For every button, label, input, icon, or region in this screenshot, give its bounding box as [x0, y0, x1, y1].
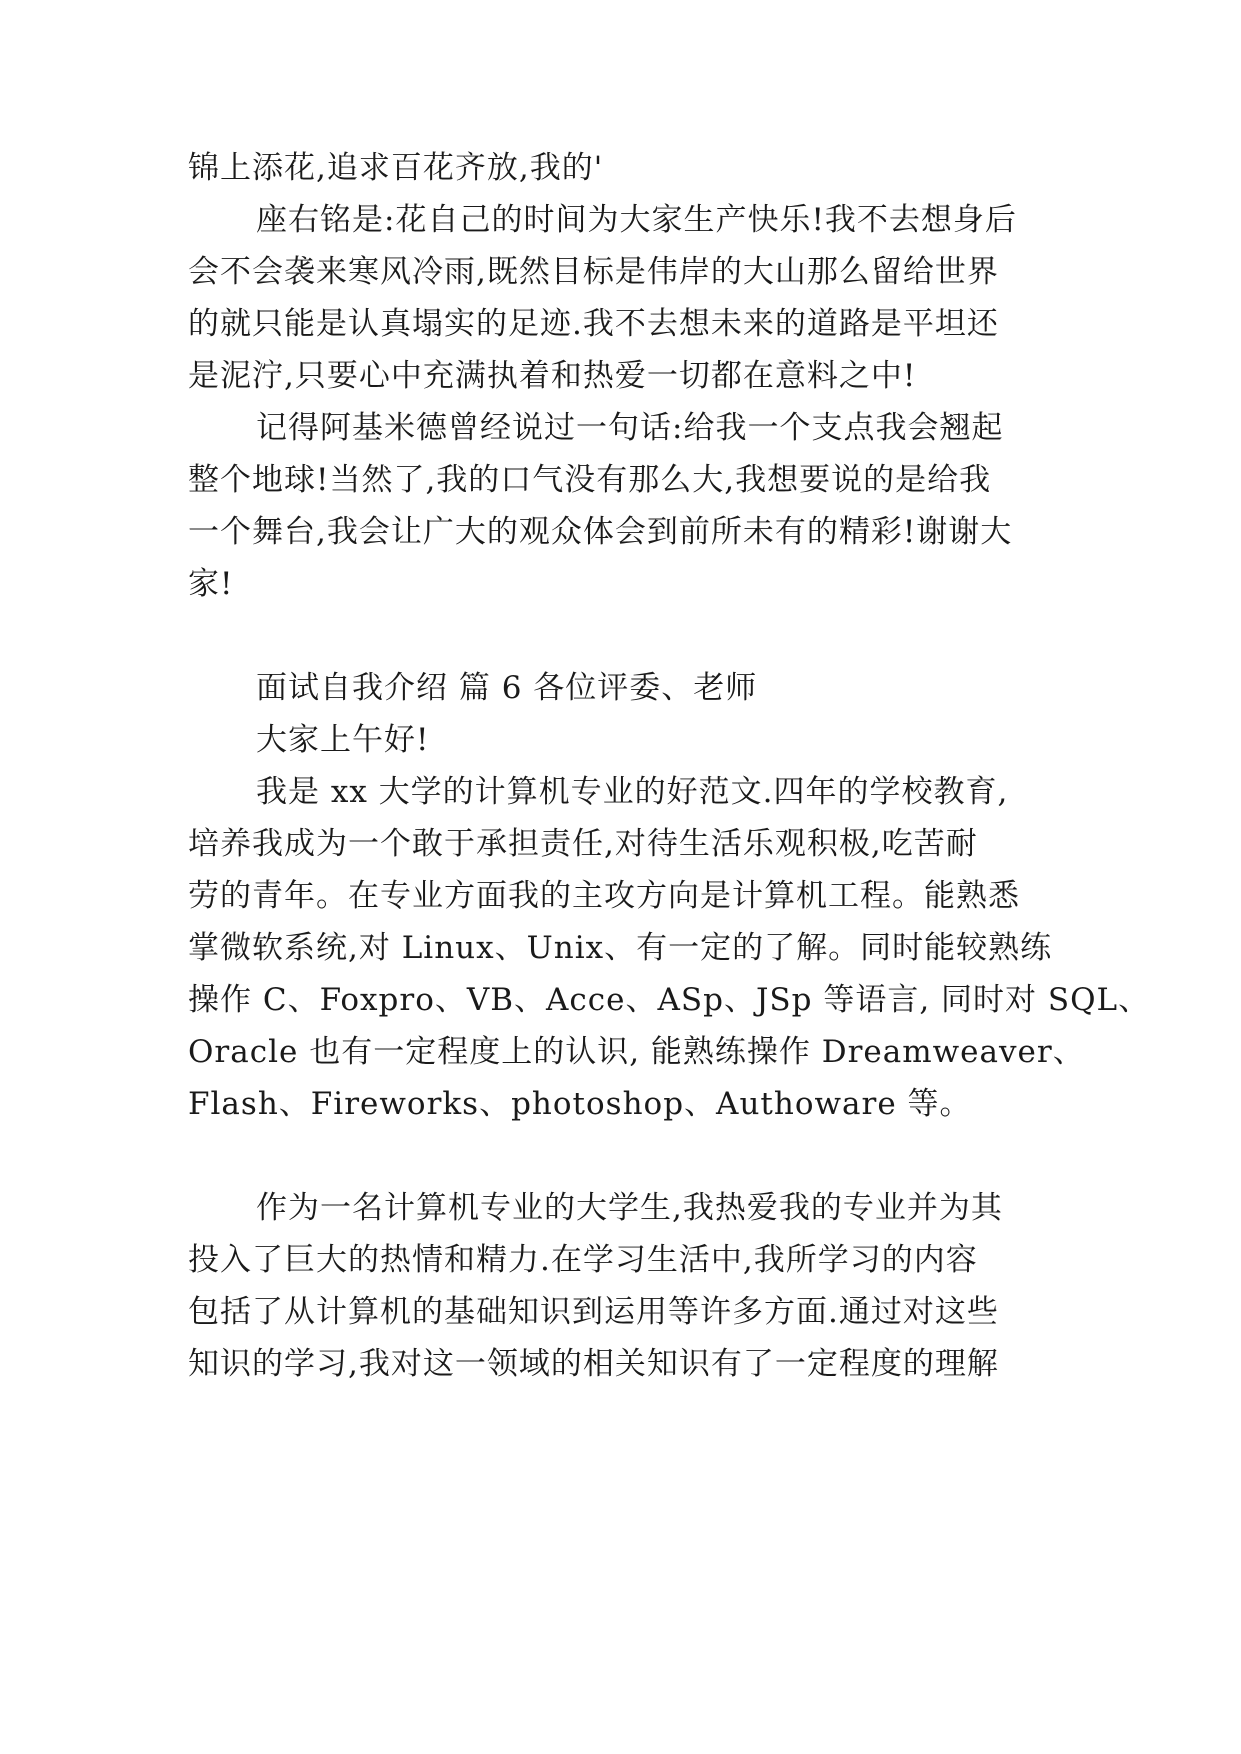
text-line: 作为一名计算机专业的大学生,我热爱我的专业并为其: [256, 1190, 1003, 1226]
section-heading: 面试自我介绍 篇 6 各位评委、老师: [256, 670, 758, 706]
text-line: 包括了从计算机的基础知识到运用等许多方面.通过对这些: [188, 1294, 999, 1330]
text-line: 是泥泞,只要心中充满执着和热爱一切都在意料之中!: [188, 358, 917, 394]
text-line: 整个地球!当然了,我的口气没有那么大,我想要说的是给我: [188, 462, 992, 498]
text-line: Oracle 也有一定程度上的认识, 能熟练操作 Dreamweaver、: [188, 1034, 1085, 1070]
text-line: 一个舞台,我会让广大的观众体会到前所未有的精彩!谢谢大: [188, 514, 1013, 550]
text-line: 我是 xx 大学的计算机专业的好范文.四年的学校教育,: [256, 774, 1009, 810]
text-line: 会不会袭来寒风冷雨,既然目标是伟岸的大山那么留给世界: [188, 254, 999, 290]
text-line: 记得阿基米德曾经说过一句话:给我一个支点我会翘起: [256, 410, 1004, 446]
text-line: 家!: [188, 566, 234, 602]
text-line: Flash、Fireworks、photoshop、Authoware 等。: [188, 1086, 972, 1122]
text-line: 投入了巨大的热情和精力.在学习生活中,我所学习的内容: [188, 1242, 978, 1278]
text-line: 的就只能是认真塌实的足迹.我不去想未来的道路是平坦还: [188, 306, 999, 342]
text-line: 锦上添花,追求百花齐放,我的': [188, 150, 604, 186]
text-line: 培养我成为一个敢于承担责任,对待生活乐观积极,吃苦耐: [188, 826, 978, 862]
text-line: 知识的学习,我对这一领域的相关知识有了一定程度的理解: [188, 1346, 999, 1382]
greeting-line: 大家上午好!: [256, 722, 430, 758]
text-line: 操作 C、Foxpro、VB、Acce、ASp、JSp 等语言, 同时对 SQL、: [188, 982, 1151, 1018]
text-line: 掌微软系统,对 Linux、Unix、有一定的了解。同时能较熟练: [188, 930, 1053, 966]
text-line: 劳的青年。在专业方面我的主攻方向是计算机工程。能熟悉: [188, 878, 1020, 914]
text-line: 座右铭是:花自己的时间为大家生产快乐!我不去想身后: [256, 202, 1017, 238]
